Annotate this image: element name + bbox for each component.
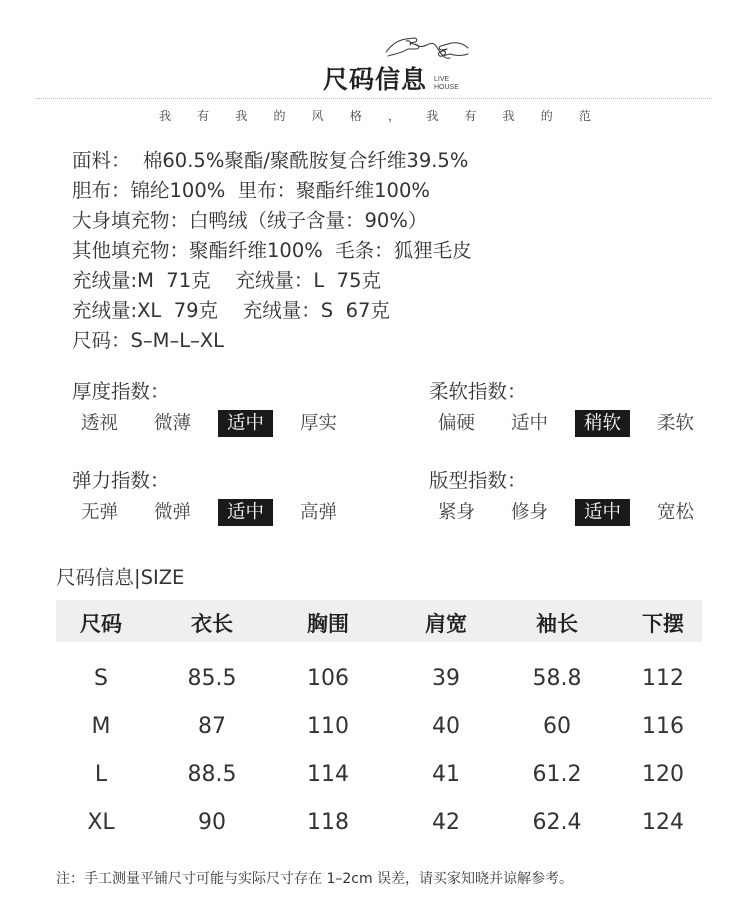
column-header: 胸围 <box>307 612 349 636</box>
slogan-char: 我 <box>426 109 439 123</box>
logo-text: LIVE HOUSE <box>434 76 459 91</box>
spec-line: 面料： 棉60.5%聚酯/聚酰胺复合纤维39.5% <box>72 149 469 172</box>
softness-index <box>429 376 721 437</box>
index-option: 微薄 <box>154 413 192 434</box>
table-cell: 85.5 <box>187 666 237 691</box>
table-cell: 106 <box>307 666 349 691</box>
table-cell: 61.2 <box>532 762 582 787</box>
index-option: 厚实 <box>300 413 338 434</box>
slogan-char: 我 <box>235 109 248 123</box>
slogan-char: 格 <box>349 109 362 123</box>
table-cell: 41 <box>432 762 460 787</box>
table-cell: 90 <box>198 810 226 835</box>
slogan-char: 范 <box>578 109 591 123</box>
table-cell: M <box>91 714 111 739</box>
size-table-title: 尺码信息|SIZE <box>56 566 185 589</box>
index-title: 厚度指数： <box>72 380 170 403</box>
spec-line: 充绒量:XL 79克 充绒量：S 67克 <box>72 299 390 322</box>
column-header: 下摆 <box>642 612 684 636</box>
index-option: 宽松 <box>657 502 695 523</box>
column-header: 尺码 <box>80 612 122 636</box>
hands-logo-icon <box>384 30 470 74</box>
spec-line: 尺码：S–M–L–XL <box>72 329 225 352</box>
index-option: 紧身 <box>438 502 476 523</box>
slogan-char: 的 <box>540 109 553 123</box>
table-cell: 39 <box>432 666 460 691</box>
table-cell: 87 <box>198 714 226 739</box>
index-option-selected: 适中 <box>575 499 630 526</box>
index-option: 修身 <box>511 502 549 523</box>
index-option: 适中 <box>511 413 549 434</box>
table-cell: S <box>94 666 108 691</box>
table-cell: 112 <box>642 666 684 691</box>
dotted-divider <box>36 98 712 99</box>
column-header: 袖长 <box>536 612 578 636</box>
page-title: 尺码信息 <box>322 65 427 94</box>
table-cell: 124 <box>642 810 684 835</box>
spec-line: 其他填充物：聚酯纤维100% 毛条：狐狸毛皮 <box>72 239 472 262</box>
elasticity-index <box>72 465 364 526</box>
table-cell: 110 <box>307 714 349 739</box>
index-option: 偏硬 <box>438 413 476 434</box>
spec-line: 大身填充物：白鸭绒（绒子含量：90%） <box>72 209 428 232</box>
table-cell: 40 <box>432 714 460 739</box>
table-cell: 120 <box>642 762 684 787</box>
spec-list <box>72 146 472 356</box>
table-cell: XL <box>87 810 115 835</box>
slogan-char: 有 <box>464 109 477 123</box>
table-cell: 42 <box>432 810 460 835</box>
table-cell: 116 <box>642 714 684 739</box>
spec-line: 充绒量:M 71克 充绒量：L 75克 <box>72 269 381 292</box>
index-title: 弹力指数： <box>72 469 170 492</box>
column-header: 肩宽 <box>425 612 467 636</box>
slogan-char: 我 <box>158 109 171 123</box>
slogan-char: 的 <box>273 109 286 123</box>
measurement-note: 注：手工测量平铺尺寸可能与实际尺寸存在 1–2cm 误差，请买家知晓并谅解参考。 <box>56 871 574 887</box>
slogan-char: 我 <box>502 109 515 123</box>
index-option-selected: 适中 <box>218 499 273 526</box>
index-title: 柔软指数： <box>429 380 527 403</box>
spec-line: 胆布：锦纶100% 里布：聚酯纤维100% <box>72 179 430 202</box>
slogan-char: 有 <box>197 109 210 123</box>
index-option: 柔软 <box>657 413 695 434</box>
slogan-char: ， <box>388 109 401 123</box>
table-cell: 60 <box>543 714 571 739</box>
table-cell: 62.4 <box>532 810 582 835</box>
table-cell: L <box>94 762 108 787</box>
index-option-selected: 稍软 <box>575 410 630 437</box>
index-option: 高弹 <box>300 502 338 523</box>
index-option-selected: 适中 <box>218 410 273 437</box>
fit-index <box>429 465 721 526</box>
table-cell: 118 <box>307 810 349 835</box>
table-cell: 58.8 <box>532 666 582 691</box>
table-cell: 114 <box>307 762 349 787</box>
index-option: 微弹 <box>154 502 192 523</box>
table-cell: 88.5 <box>187 762 237 787</box>
slogan-char: 风 <box>311 109 324 123</box>
column-header: 衣长 <box>191 612 233 636</box>
index-title: 版型指数： <box>429 469 527 492</box>
thickness-index <box>72 376 364 437</box>
slogan <box>150 107 600 124</box>
index-option: 透视 <box>81 413 119 434</box>
index-option: 无弹 <box>81 502 119 523</box>
